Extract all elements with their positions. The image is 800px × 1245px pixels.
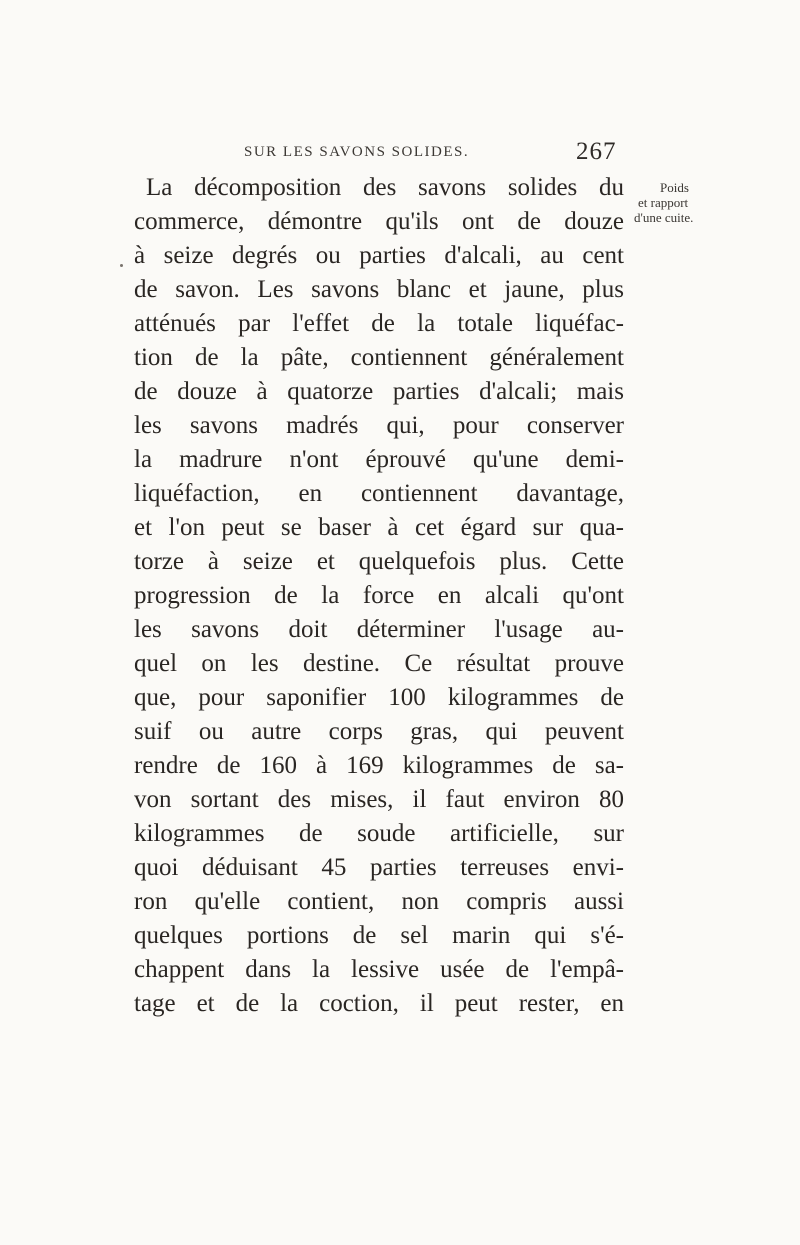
running-head xyxy=(236,140,626,170)
marginal-note-line: d'une cuite. xyxy=(634,210,694,225)
text-line: commerce, démontre qu'ils ont de douze xyxy=(134,208,624,235)
text-line: tion de la pâte, contiennent généralement xyxy=(134,344,624,371)
text-line: von sortant des mises, il faut environ 80 xyxy=(134,786,624,813)
text-line: kilogrammes de soude artificielle, sur xyxy=(134,820,624,847)
text-line: que, pour saponifier 100 kilogrammes de xyxy=(134,684,624,711)
text-line: rendre de 160 à 169 kilogrammes de sa- xyxy=(134,752,624,779)
page-number: 267 xyxy=(576,138,617,165)
text-line: ron qu'elle contient, non compris aussi xyxy=(134,888,624,915)
margin-mark xyxy=(120,264,123,267)
text-line: et l'on peut se baser à cet égard sur qua- xyxy=(134,514,624,541)
text-line: liquéfaction, en contiennent davantage, xyxy=(134,480,624,507)
text-line: de douze à quatorze parties d'alcali; mais xyxy=(134,378,624,405)
text-line: atténués par l'effet de la totale liquéfac- xyxy=(134,310,624,337)
text-line: les savons doit déterminer l'usage au- xyxy=(134,616,624,643)
text-line: de savon. Les savons blanc et jaune, plus xyxy=(134,276,624,303)
text-line: les savons madrés qui, pour conserver xyxy=(134,412,624,439)
text-line: La décomposition des savons solides du xyxy=(146,174,624,201)
text-line: quelques portions de sel marin qui s'é- xyxy=(134,922,624,949)
marginal-note-line: et rapport xyxy=(638,195,689,210)
text-line: quoi déduisant 45 parties terreuses envi- xyxy=(134,854,624,881)
text-line: progression de la force en alcali qu'ont xyxy=(134,582,624,609)
text-line: suif ou autre corps gras, qui peuvent xyxy=(134,718,624,745)
text-line: tage et de la coction, il peut rester, en xyxy=(134,990,624,1017)
text-line: la madrure n'ont éprouvé qu'une demi- xyxy=(134,446,624,473)
body-paragraph xyxy=(134,171,624,1021)
text-line: chappent dans la lessive usée de l'empâ- xyxy=(134,956,624,983)
marginal-note-line: Poids xyxy=(660,180,689,195)
text-line: à seize degrés ou parties d'alcali, au cent xyxy=(134,242,624,269)
marginal-note xyxy=(632,180,732,225)
text-line: quel on les destine. Ce résultat prouve xyxy=(134,650,624,677)
text-line: torze à seize et quelquefois plus. Cette xyxy=(134,548,624,575)
running-title: SUR LES SAVONS SOLIDES. xyxy=(244,144,470,160)
